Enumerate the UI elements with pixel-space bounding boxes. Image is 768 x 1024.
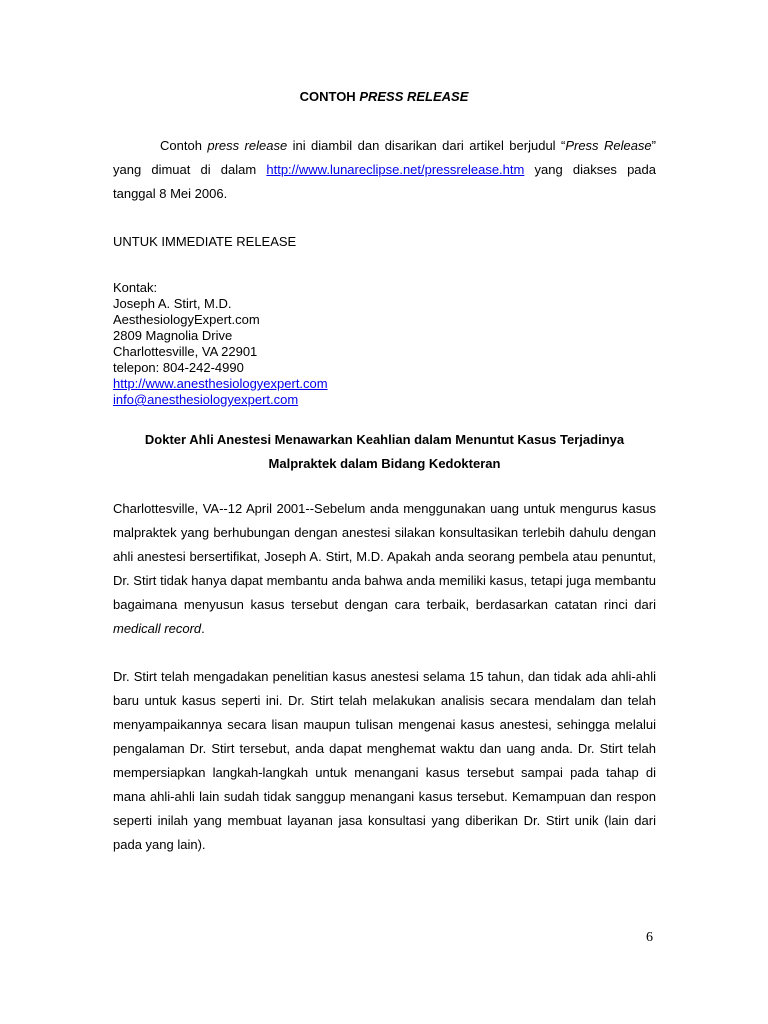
contact-phone: telepon: 804-242-4990 [113,360,244,375]
source-article-link[interactable]: http://www.lunareclipse.net/pressrelease.htm [266,162,525,177]
body-paragraph-1 [113,497,656,641]
release-line: UNTUK IMMEDIATE RELEASE [113,234,297,249]
intro-text-2: ini diambil dan disarikan dari artikel berjudul “ [287,138,566,153]
contact-street: 2809 Magnolia Drive [113,328,233,343]
contact-label: Kontak: [113,280,158,295]
intro-italic-1: press release [207,138,288,153]
intro-paragraph [113,134,656,206]
contact-company: AesthesiologyExpert.com [113,312,260,327]
title-italic: PRESS RELEASE [359,89,469,104]
intro-text-1: Contoh [160,138,208,153]
intro-text-4: yang diakses pada tanggal 8 Mei 2006. [113,162,657,201]
contact-email-link[interactable]: info@anesthesiologyexpert.com [113,392,299,407]
page-number: 6 [646,930,653,945]
contact-website-link[interactable]: http://www.anesthesiologyexpert.com [113,376,328,391]
contact-block [113,280,328,408]
body-paragraph-2: Dr. Stirt telah mengadakan penelitian kasus anestesi selama 15 tahun, dan tidak ada ahli-ahli baru untuk kasus seperti ini. Dr. Stirt telah melakukan analisis secara mendalam dan telah menyampaikannya secara lisan maupun tulisan mengenai kasus anestesi, sehingga melalui pengalaman Dr. Stirt tersebut, anda dapat menghemat waktu dan uang anda. Dr. Stirt telah mempersiapkan langkah-langkah untuk menangani kasus tersebut sampai pada tahap di mana ahli-ahli lain sudah tidak sanggup menangani kasus tersebut. Kemampuan dan respon seperti inilah yang membuat layanan jasa konsultasi yang diberikan Dr. Stirt unik (lain dari pada yang lain). [113,669,656,852]
press-headline: Dokter Ahli Anestesi Menawarkan Keahlian dalam Menuntut Kasus Terjadinya Malpraktek dalam Bidang Kedokteran [144,432,625,471]
intro-text-3: ” yang dimuat di dalam [113,138,656,177]
intro-italic-2: Press Release [565,138,652,153]
body1-end: . [201,621,205,636]
body1-italic: medicall record [113,621,202,636]
page-title [0,89,768,104]
body1-text: Charlottesville, VA--12 April 2001--Sebelum anda menggunakan uang untuk mengurus kasus malpraktek yang berhubungan dengan anestesi silakan konsultasikan terlebih dahulu dengan ahli anestesi bersertifikat, Joseph A. Stirt, M.D. Apakah anda seorang pembela atau penuntut, Dr. Stirt tidak hanya dapat membantu anda bahwa anda memiliki kasus, tetapi juga membantu bagaimana menyusun kasus tersebut dengan cara terbaik, berdasarkan catatan rinci dari [113,501,656,612]
contact-name: Joseph A. Stirt, M.D. [113,296,232,311]
title-prefix: CONTOH [299,89,360,104]
contact-city: Charlottesville, VA 22901 [113,344,258,359]
